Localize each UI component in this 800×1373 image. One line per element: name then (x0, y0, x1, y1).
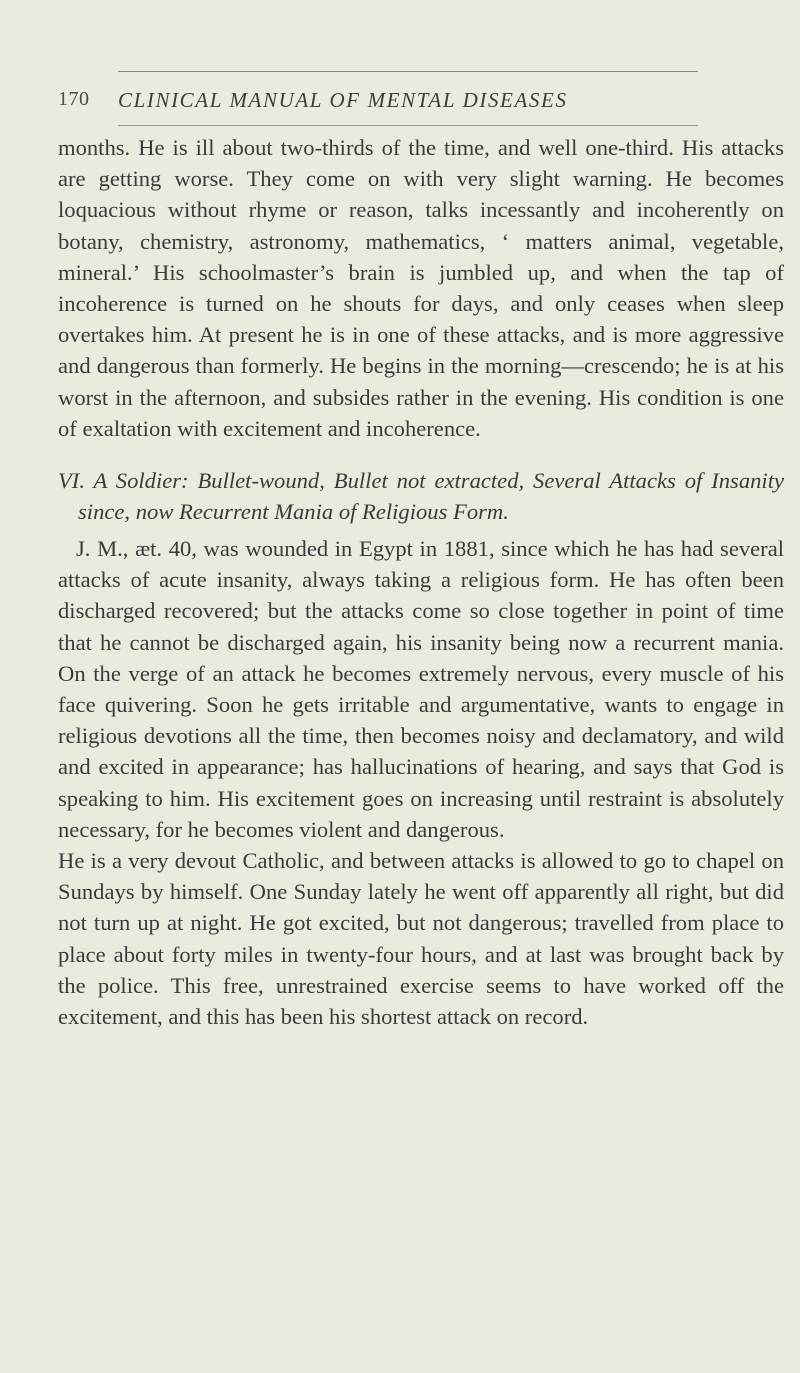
top-rule (118, 71, 698, 72)
page-number: 170 (58, 88, 90, 110)
paragraph-continuation: months. He is ill about two-thirds of the time, and well one-third. His attacks are getting worse. They come on with very slight warning. He becomes loquacious without rhyme or reason, talks incessantly and incoherently on botany, chemistry, astronomy, mathematics, ‘ matters animal, vegetable, mineral.’ His schoolmaster’s brain is jumbled up, and when the tap of incoherence is turned on he shouts for days, and only ceases when sleep overtakes him. At present he is in one of these attacks, and is more aggressive and dangerous than formerly. He begins in the morning—crescendo; he is at his worst in the afternoon, and subsides rather in the evening. His condition is one of exaltation with excitement and incoherence. (58, 135, 784, 441)
body-text (58, 132, 784, 1032)
page-header (58, 88, 698, 114)
header-rule (118, 125, 698, 126)
paragraph-case-description: J. M., æt. 40, was wounded in Egypt in 1881, since which he has had several attacks of acute insanity, always taking a religious form. He has often been discharged recovered; but the attacks come so close together in point of time that he cannot be discharged again, his insanity being now a recurrent mania. On the verge of an attack he becomes extremely nervous, every muscle of his face quivering. Soon he gets irritable and argumentative, wants to engage in religious devotions all the time, then becomes noisy and declamatory, and wild and excited in appearance; has hallucinations of hearing, and says that God is speaking to him. His excitement goes on increasing until restraint is absolutely necessary, for he becomes violent and dangerous. (58, 536, 784, 842)
paragraph-case-continued: He is a very devout Catholic, and between attacks is allowed to go to chapel on Sundays by himself. One Sunday lately he went off apparently all right, but did not turn up at night. He got excited, but not dangerous; travelled from place to place about forty miles in twenty-four hours, and at last was brought back by the police. This free, unrestrained exercise seems to have worked off the excitement, and this has been his shortest attack on record. (58, 848, 784, 1030)
case-heading: VI. A Soldier: Bullet-wound, Bullet not extracted, Several Attacks of Insanity since, now Recurrent Mania of Religious Form. (58, 468, 784, 525)
running-title: CLINICAL MANUAL OF MENTAL DISEASES (118, 88, 568, 112)
